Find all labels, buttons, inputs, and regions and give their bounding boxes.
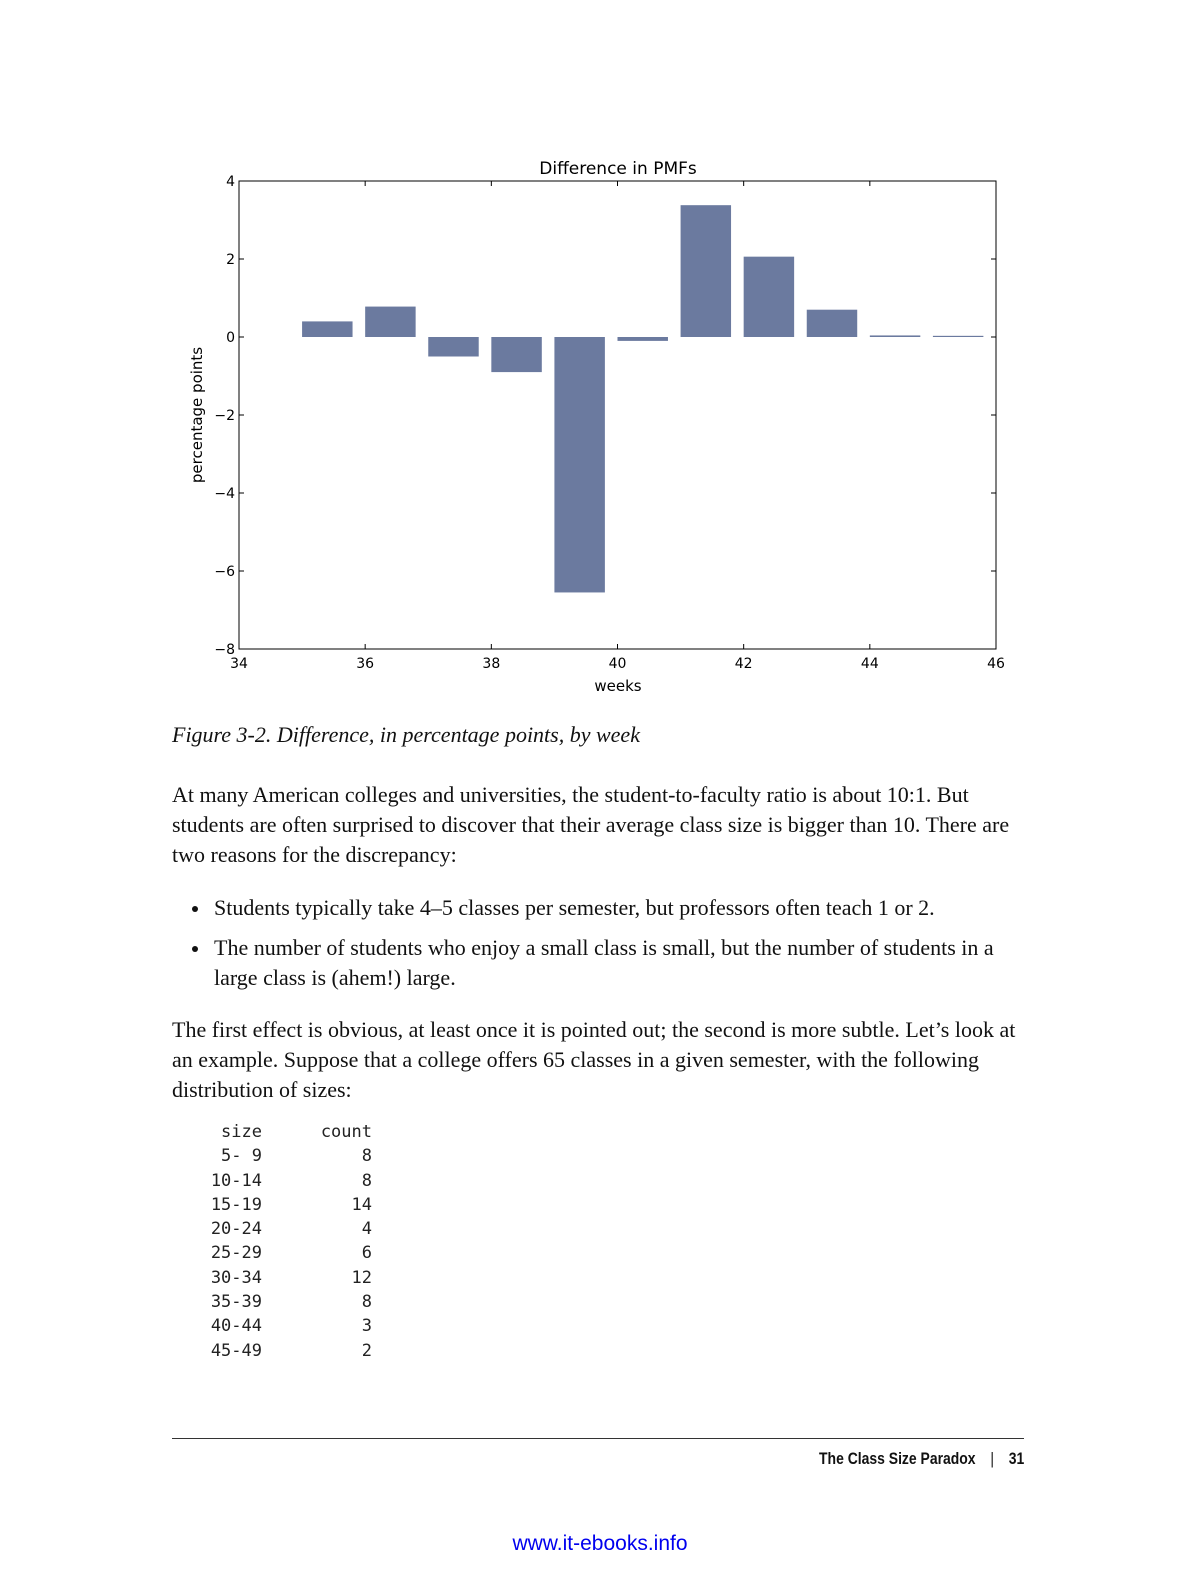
table-row <box>200 1314 372 1338</box>
bullet-icon <box>192 946 198 952</box>
table-row <box>200 1193 372 1217</box>
table-row <box>200 1217 372 1241</box>
table-row <box>200 1241 372 1265</box>
paragraph-example: The first effect is obvious, at least once it is pointed out; the second is more subtle. Let’s look at an example. Suppose that a college offers 65 classes in a given semester, with the following distribution of sizes: <box>172 1017 1016 1102</box>
table-cell-size: 5- 9 <box>221 1146 262 1167</box>
table-cell-size: 15-19 <box>210 1194 262 1215</box>
section-title: The Class Size Paradox <box>818 1449 976 1468</box>
x-tick-label: 42 <box>734 656 753 672</box>
table-cell-count: 8 <box>361 1170 372 1191</box>
bars-group <box>302 205 983 592</box>
table-cell-size: 30-34 <box>210 1267 262 1288</box>
x-tick-label: 34 <box>230 656 248 672</box>
x-tick-label: 46 <box>987 656 1005 672</box>
bar-week-41 <box>681 205 731 337</box>
table-cell-size: 40-44 <box>210 1316 262 1337</box>
list-item-text: The number of students who enjoy a small class is small, but the number of students in a large class is (ahem!) large. <box>214 935 994 990</box>
table-row <box>200 1339 372 1363</box>
table-cell-count: 14 <box>351 1194 372 1215</box>
bar-week-37 <box>428 337 478 357</box>
table-cell-count: 8 <box>361 1146 372 1167</box>
y-tick-label: 4 <box>226 174 235 190</box>
y-tick-label: −2 <box>214 408 235 424</box>
table-row <box>200 1290 372 1314</box>
x-tick-label: 36 <box>356 656 375 672</box>
footer-separator: | <box>990 1449 994 1468</box>
bar-week-40 <box>618 337 668 341</box>
x-axis-label: weeks <box>594 677 642 695</box>
paragraph-intro: At many American colleges and universities, the student-to-faculty ratio is about 10:1. But students are often surprised to discover that their average class size is bigger than 10. There are two reasons for the discrepancy: <box>172 782 1010 867</box>
table-row <box>200 1144 372 1168</box>
table-cell-count: 3 <box>361 1316 372 1337</box>
bar-week-45 <box>933 336 983 337</box>
difference-in-pmfs-chart <box>150 140 1050 710</box>
table-header-size: size <box>221 1122 262 1142</box>
plot-frame <box>239 181 996 649</box>
y-tick-label: −4 <box>214 486 235 502</box>
page-number: 31 <box>1008 1449 1024 1468</box>
table-cell-count: 2 <box>361 1340 372 1361</box>
list-item <box>172 933 1032 993</box>
y-tick-label: −6 <box>214 564 235 580</box>
class-size-table <box>200 1120 372 1363</box>
bar-week-35 <box>302 321 352 337</box>
table-cell-size: 25-29 <box>210 1243 262 1264</box>
y-tick-label: 2 <box>226 252 235 268</box>
x-tick-label: 44 <box>860 656 879 672</box>
list-item-text: Students typically take 4–5 classes per semester, but professors often teach 1 or 2. <box>214 895 935 920</box>
y-axis-label: percentage points <box>188 346 206 484</box>
reasons-list <box>172 893 1032 1003</box>
x-axis-ticks <box>230 181 1005 672</box>
table-cell-size: 45-49 <box>210 1340 262 1361</box>
y-axis-ticks <box>214 174 996 658</box>
page-footer <box>819 1449 1024 1469</box>
bar-week-39 <box>554 337 604 592</box>
table-cell-count: 4 <box>361 1219 372 1240</box>
table-cell-count: 8 <box>361 1292 372 1313</box>
x-tick-label: 40 <box>608 656 627 672</box>
table-cell-size: 35-39 <box>210 1292 262 1313</box>
table-cell-count: 6 <box>361 1243 372 1264</box>
y-tick-label: 0 <box>226 330 235 346</box>
x-tick-label: 38 <box>482 656 501 672</box>
bar-week-44 <box>870 335 920 337</box>
figure-caption: Figure 3-2. Difference, in percentage points, by week <box>172 722 640 747</box>
bar-week-43 <box>807 310 857 337</box>
bar-week-36 <box>365 307 415 337</box>
bar-week-42 <box>744 257 794 337</box>
y-tick-label: −8 <box>214 642 235 658</box>
table-cell-size: 20-24 <box>210 1219 262 1240</box>
table-cell-count: 12 <box>351 1267 372 1288</box>
website-link[interactable]: www.it-ebooks.info <box>512 1532 688 1555</box>
table-cell-size: 10-14 <box>210 1170 262 1191</box>
bullet-icon <box>192 906 198 912</box>
bar-week-38 <box>491 337 541 372</box>
chart-title: Difference in PMFs <box>539 159 697 179</box>
footer-divider <box>172 1438 1024 1439</box>
list-item <box>172 893 1032 923</box>
table-header-count: count <box>320 1122 372 1142</box>
table-row <box>200 1169 372 1193</box>
table-row <box>200 1266 372 1290</box>
table-header-row <box>200 1120 372 1144</box>
